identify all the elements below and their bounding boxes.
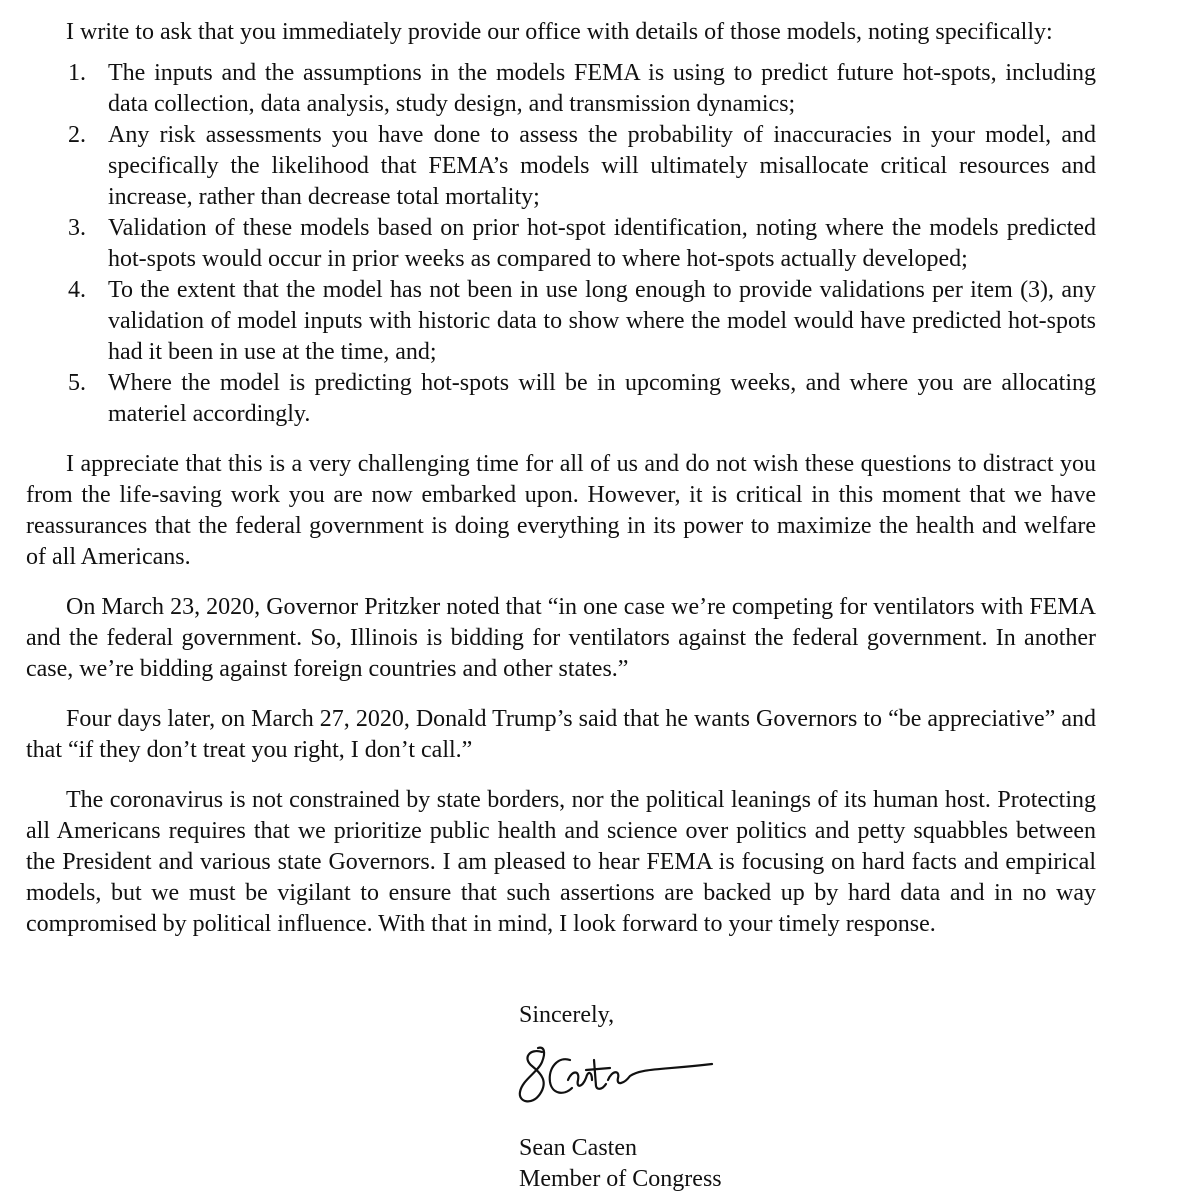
request-text: Validation of these models based on prior hot-spot identification, noting where the models predicted hot-spots would occur in prior weeks as compared to where hot-spots actually developed; xyxy=(108,215,1096,272)
request-number: 1. xyxy=(68,60,86,86)
intro-paragraph: I write to ask that you immediately provide our office with details of those models, noting specifically: xyxy=(66,19,1053,45)
request-text: To the extent that the model has not been in use long enough to provide validations per item (3), any validation of model inputs with historic data to show where the model would have predicted hot-spots had it been in use at the time, and; xyxy=(108,277,1096,365)
signer-name: Sean Casten xyxy=(519,1135,637,1161)
request-item xyxy=(26,58,1096,120)
request-item xyxy=(26,275,1096,368)
body-paragraph: I appreciate that this is a very challenging time for all of us and do not wish these questions to distract you from the life-saving work you are now embarked upon. However, it is critical in this moment that we have reassurances that the federal government is doing everything in its power to maximize the health and welfare of all Americans. xyxy=(26,451,1096,570)
signer-title: Member of Congress xyxy=(519,1166,722,1192)
request-item xyxy=(26,213,1096,275)
request-text: Where the model is predicting hot-spots will be in upcoming weeks, and where you are allocating materiel accordingly. xyxy=(108,370,1096,427)
body-paragraph: Four days later, on March 27, 2020, Donald Trump’s said that he wants Governors to “be appreciative” and that “if they don’t treat you right, I don’t call.” xyxy=(26,706,1096,763)
request-text: Any risk assessments you have done to assess the probability of inaccuracies in your model, and specifically the likelihood that FEMA’s models will ultimately misallocate critical resources and increase, rather than decrease total mortality; xyxy=(108,122,1096,210)
request-number: 3. xyxy=(68,215,86,241)
body-paragraph: The coronavirus is not constrained by state borders, nor the political leanings of its human host. Protecting all Americans requires that we prioritize public health and science over politics and petty squabbles between the President and various state Governors. I am pleased to hear FEMA is focusing on hard facts and empirical models, but we must be vigilant to ensure that such assertions are backed up by hard data and in no way compromised by political influence. With that in mind, I look forward to your timely response. xyxy=(26,787,1096,937)
signature-image xyxy=(512,1040,722,1120)
request-list xyxy=(26,58,1096,430)
request-item xyxy=(26,120,1096,213)
request-number: 4. xyxy=(68,277,86,303)
request-number: 2. xyxy=(68,122,86,148)
request-item xyxy=(26,368,1096,430)
letter-body xyxy=(26,17,1096,940)
signer-block xyxy=(519,1133,722,1195)
request-number: 5. xyxy=(68,370,86,396)
closing-salutation: Sincerely, xyxy=(519,1002,615,1028)
request-text: The inputs and the assumptions in the models FEMA is using to predict future hot-spots, including data collection, data analysis, study design, and transmission dynamics; xyxy=(108,60,1096,117)
body-paragraph: On March 23, 2020, Governor Pritzker noted that “in one case we’re competing for ventilators with FEMA and the federal government. So, Illinois is bidding for ventilators against the federal government. In another case, we’re bidding against foreign countries and other states.” xyxy=(26,594,1096,682)
